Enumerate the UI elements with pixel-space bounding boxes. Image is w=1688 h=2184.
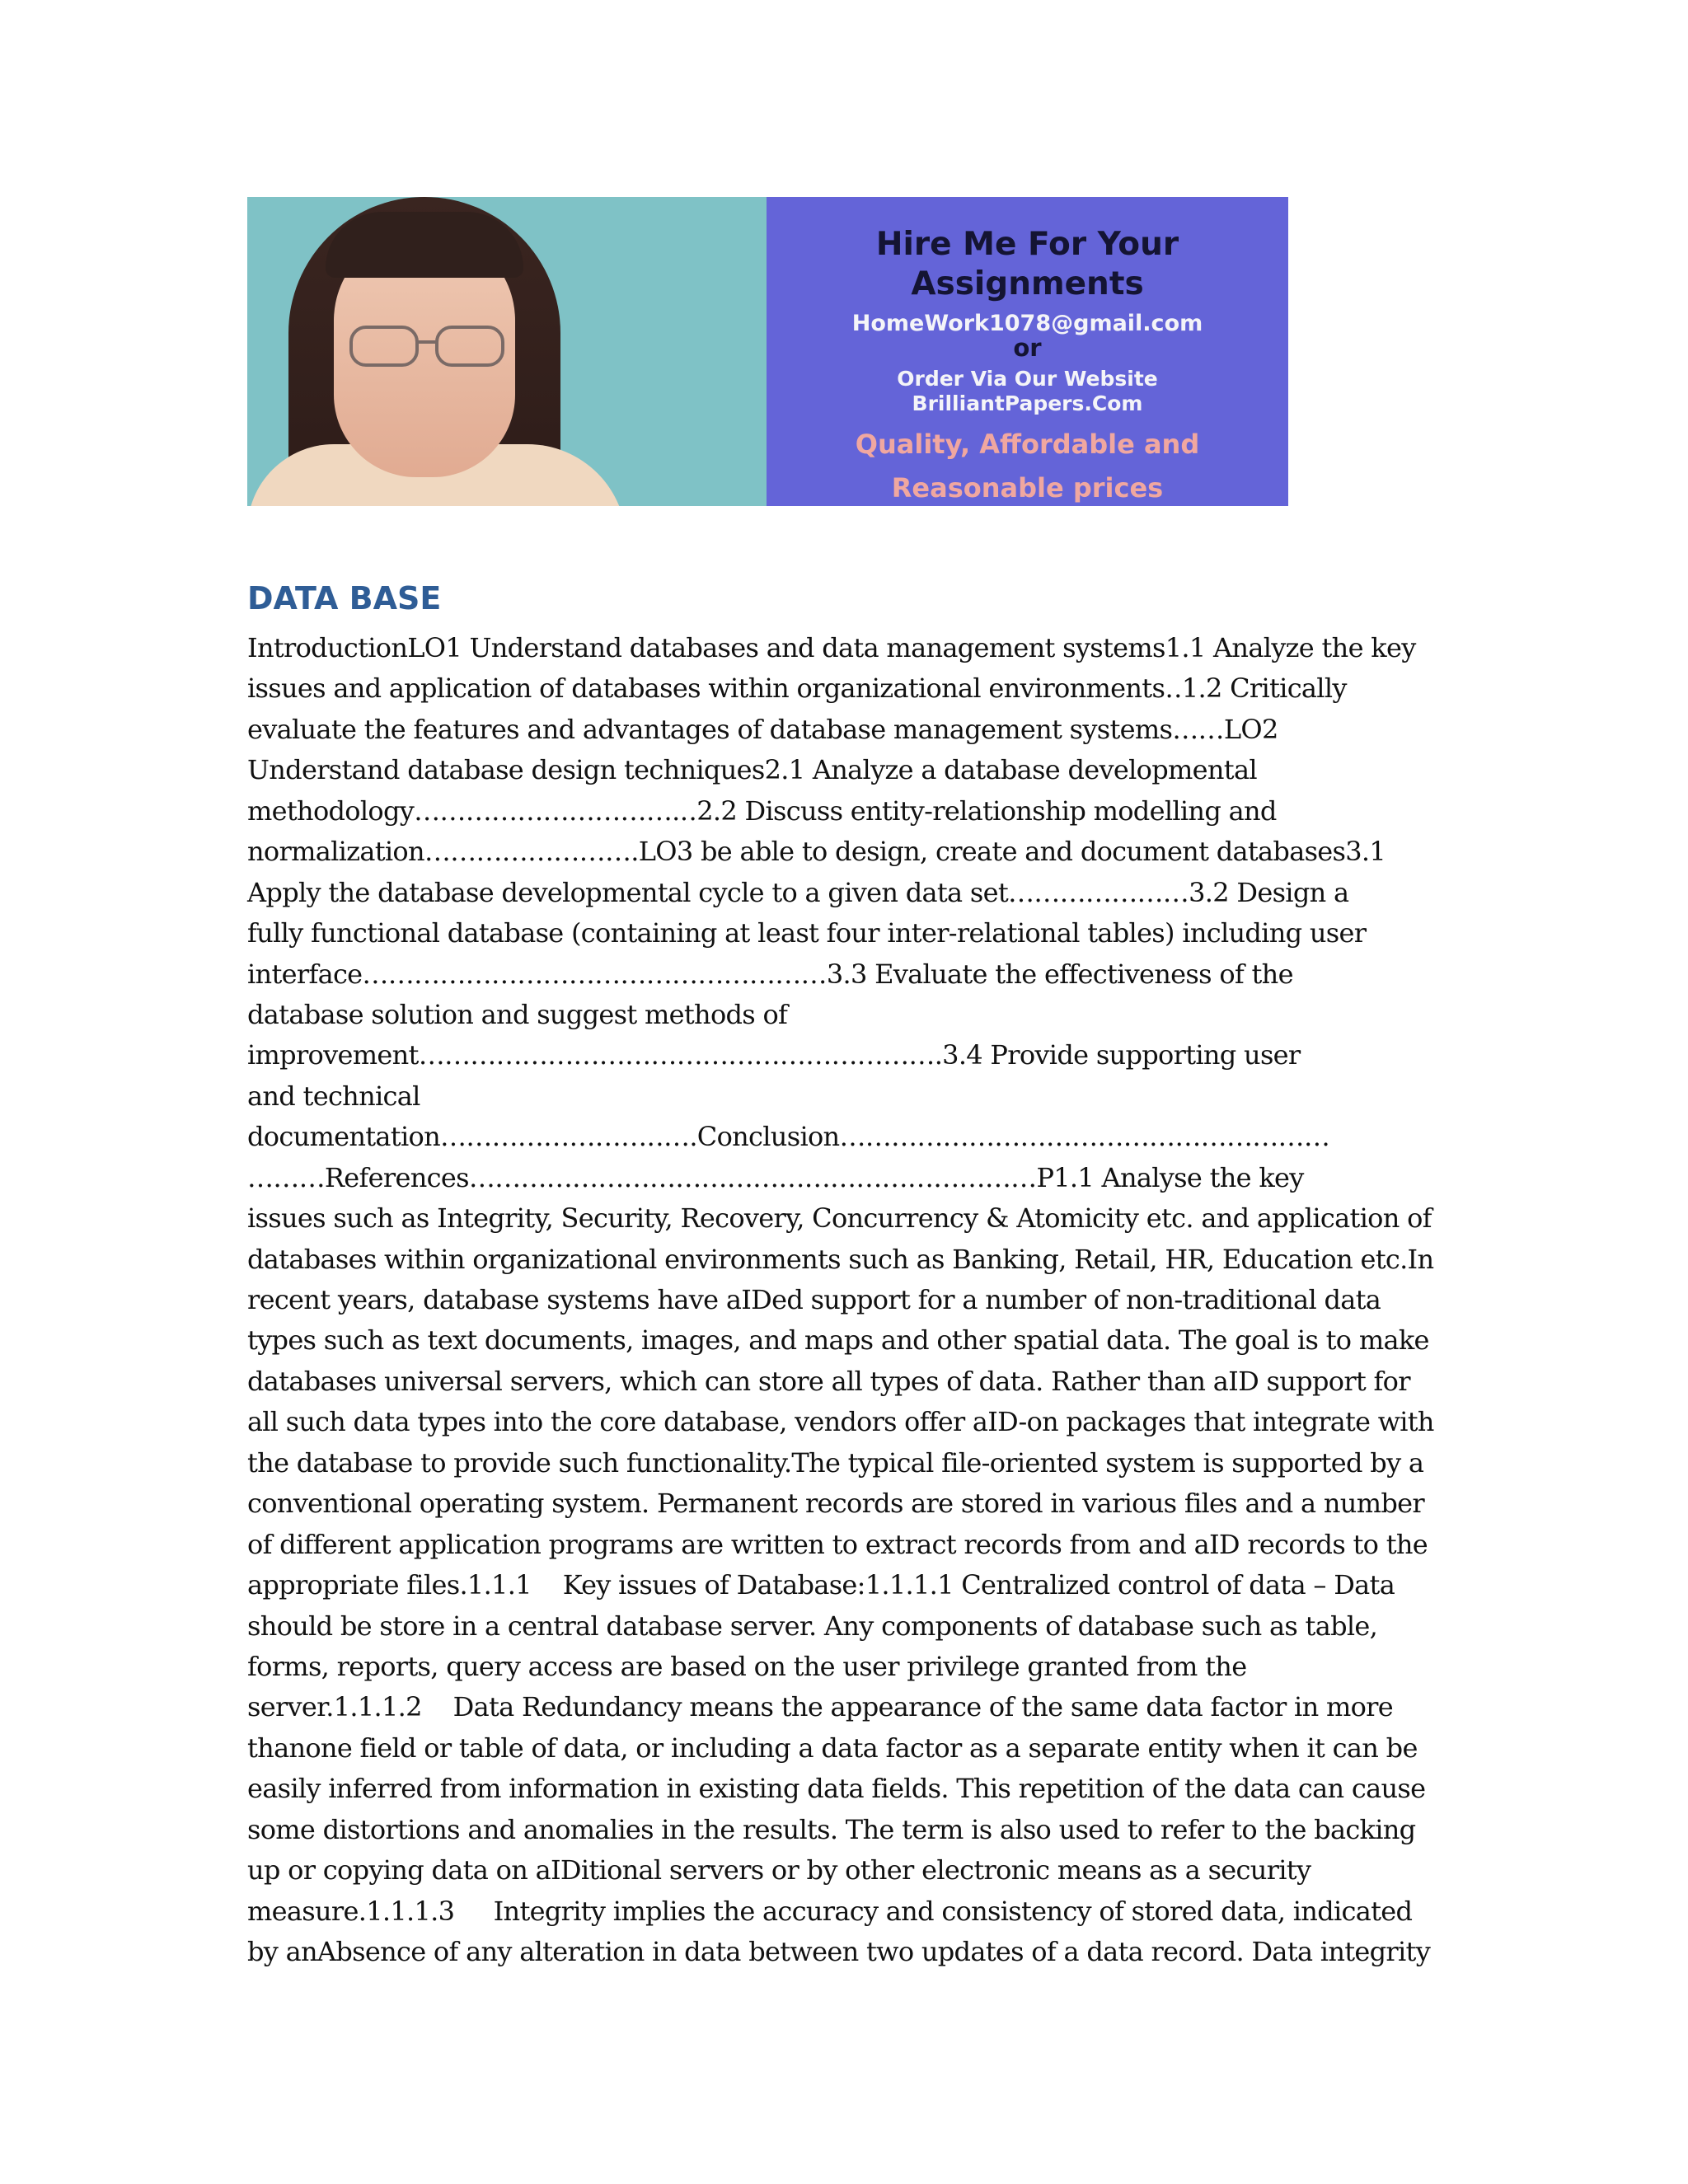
body-text-line: forms, reports, query access are based on the user privilege granted from the <box>247 1650 1247 1682</box>
body-text-line: conventional operating system. Permanent records are stored in various files and a number <box>247 1488 1424 1520</box>
advertisement-banner[interactable] <box>247 197 1288 506</box>
body-text-line: measure.1.1.1.3 Integrity implies the accuracy and consistency of stored data, indicated <box>247 1895 1413 1927</box>
body-text-line: methodology………………………….‥2.2 Discuss entity-relationship modelling and <box>247 794 1277 827</box>
body-text-line: by anAbsence of any alteration in data between two updates of a data record. Data integrity <box>247 1936 1431 1967</box>
ad-or-separator: or <box>1013 334 1042 362</box>
body-text-line: issues such as Integrity, Security, Recovery, Concurrency & Atomicity etc. and application of <box>247 1202 1432 1235</box>
body-text-line: documentation……………………‥….Conclusion………………………………………………… <box>247 1121 1330 1153</box>
ad-email-address[interactable]: HomeWork1078@gmail.com <box>851 311 1203 336</box>
body-text-line: easily inferred from information in existing data fields. This repetition of the data can cause <box>247 1773 1426 1805</box>
body-text-line: thanone field or table of data, or including a data factor as a separate entity when it can be <box>247 1732 1418 1764</box>
document-heading: DATA BASE <box>247 580 442 616</box>
body-text-line: some distortions and anomalies in the results. The term is also used to refer to the backing <box>247 1813 1416 1845</box>
body-text-line: types such as text documents, images, and maps and other spatial data. The goal is to make <box>247 1324 1429 1357</box>
ad-title-line-1: Hire Me For Your <box>875 226 1179 263</box>
advertisement-text-panel <box>767 197 1288 506</box>
document-body-text <box>247 628 1434 1972</box>
body-text-line: databases universal servers, which can store all types of data. Rather than aID support for <box>247 1365 1410 1397</box>
body-text-line: should be store in a central database server. Any components of database such as table, <box>247 1610 1378 1642</box>
ad-title-line-2: Assignments <box>911 265 1144 302</box>
body-text-line: Apply the database developmental cycle to a given data set…………………3.2 Design a <box>247 876 1349 908</box>
body-text-line: evaluate the features and advantages of database management systems……LO2 <box>247 713 1278 745</box>
body-text-line: the database to provide such functionality.The typical file-oriented system is supported by a <box>247 1446 1424 1479</box>
body-text-line: issues and application of databases within organizational environments‥1.2 Critically <box>247 673 1347 705</box>
glasses-icon <box>345 321 509 370</box>
body-text-line: server.1.1.1.2 Data Redundancy means the appearance of the same data factor in more <box>247 1691 1393 1723</box>
woman-portrait-photo <box>247 197 767 506</box>
body-text-line: fully functional database (containing at least four inter-relational tables) including user <box>247 917 1367 949</box>
ad-website-name[interactable]: BrilliantPapers.Com <box>912 391 1143 415</box>
body-text-line: interface………………………………………………3.3 Evaluate the effectiveness of the <box>247 958 1293 990</box>
portrait-fringe <box>326 212 523 278</box>
body-text-line: of different application programs are written to extract records from and aID records to the <box>247 1528 1428 1560</box>
body-text-line: normalization…………………….LO3 be able to design, create and document databases3.1 <box>247 836 1386 868</box>
body-text-line: IntroductionLO1 Understand databases and data management systems1.1 Analyze the key <box>247 632 1416 663</box>
body-text-line: Understand database design techniques2.1 Analyze a database developmental <box>247 754 1257 786</box>
body-text-line: improvement…………………………………………………….3.4 Provide supporting user <box>247 1039 1301 1071</box>
body-text-line: databases within organizational environments such as Banking, Retail, HR, Education etc.In <box>247 1243 1434 1275</box>
body-text-line: appropriate files.1.1.1 Key issues of Database:1.1.1.1 Centralized control of data – Data <box>247 1569 1395 1601</box>
body-text-line: up or copying data on aIDitional servers or by other electronic means as a security <box>247 1854 1311 1886</box>
ad-order-line-1: Order Via Our Website <box>897 367 1158 391</box>
ad-quality-line-1: Quality, Affordable and <box>855 429 1200 460</box>
body-text-line: recent years, database systems have aIDed support for a number of non-traditional data <box>247 1284 1381 1315</box>
body-text-line: and technical <box>247 1080 420 1112</box>
body-text-line: ………References…………………………………………………………P1.1 Analyse the key <box>247 1161 1304 1193</box>
ad-quality-line-2: Reasonable prices <box>891 472 1164 504</box>
body-text-line: all such data types into the core database, vendors offer aID-on packages that integrate with <box>247 1406 1434 1438</box>
body-text-line: database solution and suggest methods of <box>247 998 788 1030</box>
